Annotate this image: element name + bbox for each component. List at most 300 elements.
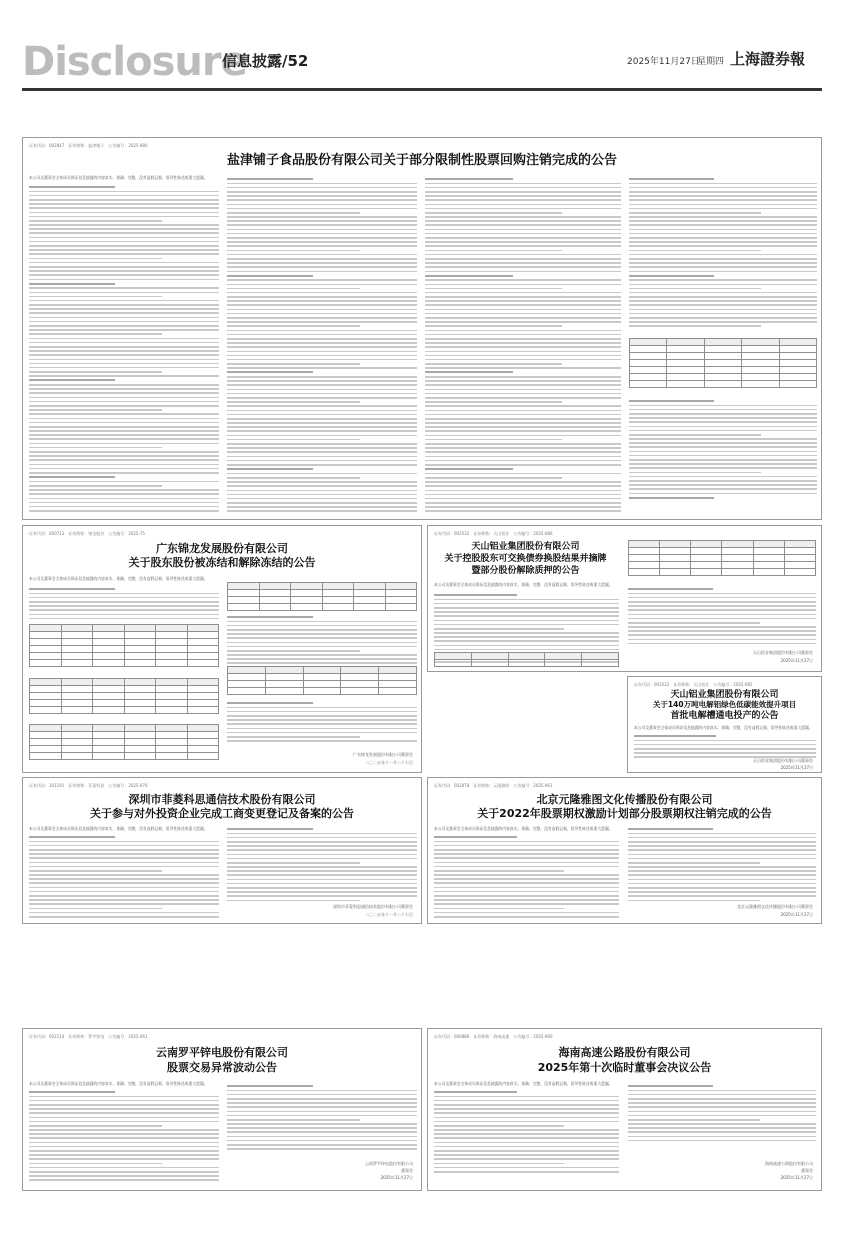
text-line	[425, 393, 621, 395]
text-line	[425, 410, 621, 412]
text-line	[629, 183, 817, 185]
issue-weekday: 星期四	[697, 57, 725, 67]
text-line	[227, 296, 417, 298]
text-line	[29, 325, 219, 327]
text-line	[628, 588, 713, 590]
text-line	[227, 887, 417, 889]
text-line	[629, 480, 817, 482]
text-line	[227, 187, 417, 189]
text-line	[227, 728, 417, 730]
text-line	[434, 866, 619, 868]
text-line	[425, 447, 621, 449]
text-line	[425, 481, 621, 483]
text-line	[634, 748, 816, 750]
text-line	[628, 1123, 816, 1125]
text-line	[628, 845, 816, 847]
text-line	[29, 199, 219, 201]
text-line	[425, 464, 621, 466]
article-body-col2	[227, 1085, 417, 1152]
text-line	[434, 1137, 619, 1139]
article-body-col1	[434, 1091, 619, 1175]
text-line	[434, 878, 619, 880]
article-signature-1: 海南高速公路股份有限公司	[765, 1161, 813, 1166]
text-line	[227, 481, 417, 483]
text-line	[425, 473, 621, 475]
text-line	[227, 658, 417, 660]
text-line	[227, 208, 417, 210]
text-line	[227, 363, 360, 365]
text-line	[227, 389, 417, 391]
text-line	[425, 342, 621, 344]
text-line	[425, 241, 621, 243]
text-line	[629, 300, 817, 302]
text-line	[227, 300, 417, 302]
text-line	[29, 908, 162, 910]
text-line	[227, 854, 417, 856]
text-line	[29, 472, 219, 474]
text-line	[628, 643, 816, 645]
share-structure-table	[629, 338, 817, 388]
text-line	[434, 1167, 619, 1169]
text-line	[29, 459, 219, 461]
text-line	[227, 279, 417, 281]
text-line	[434, 891, 619, 893]
text-line	[434, 1158, 619, 1160]
article-meta: 证券代码：002878 证券简称：元隆雅图 公告编号：2025-061	[434, 783, 553, 788]
text-line	[227, 325, 360, 327]
text-line	[227, 233, 417, 235]
text-line	[227, 397, 417, 399]
text-line	[434, 620, 619, 622]
text-line	[227, 1085, 313, 1087]
text-line	[425, 506, 621, 508]
text-line	[425, 485, 621, 487]
text-line	[425, 220, 621, 222]
text-line	[227, 401, 360, 403]
text-line	[434, 594, 517, 596]
text-line	[29, 836, 115, 838]
text-line	[227, 204, 417, 206]
text-line	[29, 1137, 219, 1139]
shareholding-table	[227, 582, 417, 611]
text-line	[628, 1136, 816, 1138]
article-body-col2	[628, 588, 816, 647]
text-line	[227, 1136, 417, 1138]
article-signature-1: 深圳市菲菱科思通信技术股份有限公司董事会	[333, 904, 413, 909]
frozen-shares-table-2	[29, 678, 219, 714]
text-line	[434, 1163, 564, 1165]
text-line	[227, 719, 417, 721]
text-line	[434, 615, 619, 617]
text-line	[227, 371, 313, 373]
text-line	[29, 338, 219, 340]
text-line	[29, 354, 219, 356]
text-line	[425, 313, 621, 315]
article-meta: 证券代码：002532 证券简称：天山铝业 公告编号：2025-085	[634, 682, 753, 687]
text-line	[628, 622, 760, 624]
text-line	[29, 609, 219, 611]
text-line	[628, 833, 816, 835]
text-line	[29, 203, 219, 205]
text-line	[227, 359, 417, 361]
text-line	[629, 321, 817, 323]
text-line	[425, 468, 513, 470]
masthead-rule	[22, 88, 822, 91]
text-line	[425, 451, 621, 453]
text-line	[629, 250, 761, 252]
text-line	[227, 241, 417, 243]
text-line	[425, 271, 621, 273]
text-line	[425, 216, 621, 218]
text-line	[227, 1102, 417, 1104]
text-line	[434, 640, 619, 642]
article-body-col4	[629, 178, 817, 330]
text-line	[29, 384, 219, 386]
text-line	[227, 422, 417, 424]
article-signature-2: 2025年11月27日	[780, 765, 813, 770]
text-line	[29, 371, 162, 373]
text-line	[227, 1140, 417, 1142]
text-line	[227, 1127, 417, 1129]
text-line	[29, 422, 219, 424]
text-line	[425, 245, 621, 247]
text-line	[425, 414, 621, 416]
text-line	[227, 435, 417, 437]
text-line	[29, 1091, 115, 1093]
text-line	[227, 837, 417, 839]
text-line	[227, 405, 417, 407]
text-line	[425, 418, 621, 420]
text-line	[629, 204, 817, 206]
text-line	[227, 367, 417, 369]
text-line	[227, 654, 417, 656]
text-line	[29, 224, 219, 226]
text-line	[628, 601, 816, 603]
text-line	[434, 1121, 619, 1123]
article-signature-1: 广东锦龙发展股份有限公司董事会	[353, 752, 413, 757]
text-line	[227, 1115, 417, 1117]
text-line	[227, 275, 313, 277]
text-line	[227, 199, 417, 201]
text-line	[628, 1094, 816, 1096]
text-line	[29, 510, 219, 512]
article-title-line2: 关于参与对外投资企业完成工商变更登记及备案的公告	[90, 807, 354, 820]
text-line	[434, 1104, 619, 1106]
text-line	[29, 443, 219, 445]
article-body-col4b	[629, 400, 817, 501]
text-line	[434, 1171, 619, 1173]
text-line	[227, 502, 417, 504]
article-tianshan-exchange	[427, 525, 822, 672]
text-line	[634, 744, 816, 746]
text-line	[29, 287, 219, 289]
article-title-line1: 天山铝业集团股份有限公司	[471, 542, 580, 552]
text-line	[227, 216, 417, 218]
article-title-line1: 天山铝业集团股份有限公司	[670, 690, 779, 700]
text-line	[434, 841, 619, 843]
article-title-line1: 深圳市菲菱科思通信技术股份有限公司	[128, 793, 316, 806]
text-line	[434, 887, 619, 889]
text-line	[29, 597, 219, 599]
text-line	[29, 1158, 219, 1160]
text-line	[29, 228, 219, 230]
text-line	[29, 249, 219, 251]
text-line	[425, 367, 621, 369]
text-line	[29, 232, 219, 234]
text-line	[227, 662, 417, 664]
text-line	[425, 288, 562, 290]
text-line	[227, 1144, 417, 1146]
text-line	[425, 304, 621, 306]
text-line	[629, 266, 817, 268]
text-line	[434, 849, 619, 851]
text-line	[29, 426, 219, 428]
text-line	[29, 481, 219, 483]
text-line	[227, 456, 417, 458]
text-line	[227, 447, 417, 449]
text-line	[227, 879, 417, 881]
text-line	[29, 891, 219, 893]
text-line	[425, 300, 621, 302]
text-line	[29, 1133, 219, 1135]
text-line	[29, 438, 219, 440]
text-line	[629, 224, 817, 226]
text-line	[434, 1108, 619, 1110]
text-line	[425, 351, 621, 353]
text-line	[629, 279, 817, 281]
pledge-release-table	[434, 652, 619, 667]
text-line	[227, 494, 417, 496]
section-title: 信息披露/52	[222, 52, 309, 70]
text-line	[628, 609, 816, 611]
text-line	[434, 1146, 619, 1148]
text-line	[29, 186, 115, 188]
text-line	[434, 1133, 619, 1135]
text-line	[425, 321, 621, 323]
text-line	[425, 443, 621, 445]
article-title-line2: 关于2022年股票期权激励计划部分股票期权注销完成的公告	[477, 807, 772, 820]
text-line	[629, 493, 817, 495]
text-line	[629, 275, 714, 277]
text-line	[628, 639, 816, 641]
text-line	[227, 191, 417, 193]
text-line	[227, 460, 417, 462]
text-line	[434, 903, 619, 905]
unfrozen-shares-table	[29, 724, 219, 760]
article-signature-1: 天山铝业集团股份有限公司董事会	[753, 650, 813, 655]
text-line	[425, 191, 621, 193]
text-line	[425, 426, 621, 428]
text-line	[29, 1096, 219, 1098]
text-line	[628, 1131, 816, 1133]
article-body-col1	[29, 836, 219, 920]
text-line	[29, 506, 219, 508]
text-line	[227, 866, 417, 868]
text-line	[628, 1098, 816, 1100]
text-line	[29, 1121, 219, 1123]
text-line	[29, 434, 219, 436]
text-line	[425, 325, 562, 327]
text-line	[434, 853, 619, 855]
text-line	[29, 895, 219, 897]
text-line	[29, 455, 219, 457]
text-line	[629, 313, 817, 315]
text-line	[425, 187, 621, 189]
text-line	[425, 384, 621, 386]
text-line	[434, 912, 619, 914]
text-line	[629, 459, 817, 461]
text-line	[29, 321, 219, 323]
text-line	[629, 284, 817, 286]
text-line	[628, 900, 760, 902]
text-line	[434, 874, 619, 876]
text-line	[425, 229, 621, 231]
article-signature-1: 云南罗平锌电股份有限公司	[365, 1161, 413, 1166]
text-line	[628, 837, 816, 839]
text-line	[227, 858, 417, 860]
text-line	[29, 502, 219, 504]
text-line	[29, 392, 219, 394]
text-line	[628, 866, 816, 868]
text-line	[634, 735, 716, 737]
text-line	[629, 233, 817, 235]
text-line	[227, 292, 417, 294]
text-line	[629, 413, 817, 415]
text-line	[227, 740, 417, 742]
text-line	[29, 899, 219, 901]
text-line	[29, 485, 162, 487]
text-line	[425, 212, 562, 214]
text-line	[425, 355, 621, 357]
text-line	[29, 375, 219, 377]
text-line	[629, 446, 817, 448]
text-line	[29, 605, 219, 607]
text-line	[425, 439, 562, 441]
text-line	[425, 224, 621, 226]
text-line	[29, 329, 219, 331]
text-line	[227, 220, 417, 222]
text-line	[227, 262, 417, 264]
text-line	[434, 836, 517, 838]
text-line	[29, 476, 115, 478]
text-line	[227, 874, 417, 876]
article-title-line2: 2025年第十次临时董事会决议公告	[537, 1061, 712, 1074]
newspaper-name: 上海證券報	[730, 50, 806, 68]
text-line	[29, 241, 219, 243]
text-line	[434, 857, 619, 859]
text-line	[628, 1106, 816, 1108]
text-line	[227, 633, 417, 635]
text-line	[227, 380, 417, 382]
text-line	[628, 1102, 816, 1104]
text-line	[425, 284, 621, 286]
text-line	[628, 891, 816, 893]
text-line	[629, 245, 817, 247]
text-line	[227, 237, 417, 239]
text-line	[29, 342, 219, 344]
article-signature-3: 2025年11月27日	[780, 1175, 813, 1180]
text-line	[227, 707, 417, 709]
text-line	[629, 451, 817, 453]
text-line	[425, 401, 562, 403]
text-line	[628, 858, 816, 860]
text-line	[227, 284, 417, 286]
text-line	[227, 1094, 417, 1096]
text-line	[227, 393, 417, 395]
text-line	[227, 715, 417, 717]
text-line	[227, 870, 417, 872]
text-line	[434, 636, 619, 638]
text-line	[629, 208, 817, 210]
text-line	[628, 883, 816, 885]
text-line	[425, 317, 621, 319]
text-line	[425, 380, 621, 382]
text-line	[628, 593, 816, 595]
text-line	[29, 237, 219, 239]
text-line	[29, 253, 219, 255]
text-line	[434, 908, 564, 910]
text-line	[29, 279, 219, 281]
text-line	[29, 849, 219, 851]
text-line	[227, 346, 417, 348]
text-line	[434, 611, 619, 613]
text-line	[628, 630, 816, 632]
text-line	[425, 254, 621, 256]
text-line	[29, 245, 219, 247]
text-line	[434, 649, 619, 651]
text-line	[425, 208, 621, 210]
text-line	[29, 296, 162, 298]
text-line	[629, 220, 817, 222]
text-line	[29, 1150, 219, 1152]
text-line	[29, 195, 219, 197]
text-line	[29, 1163, 162, 1165]
text-line	[227, 646, 417, 648]
text-line	[227, 451, 417, 453]
text-line	[29, 379, 115, 381]
text-line	[227, 309, 417, 311]
article-body-col2	[628, 1085, 816, 1144]
article-signature-2: 董事会	[401, 1168, 413, 1173]
article-title-line2: 股票交易异常波动公告	[167, 1061, 277, 1074]
text-line	[628, 828, 713, 830]
text-line	[227, 443, 417, 445]
text-line	[227, 178, 313, 180]
text-line	[29, 317, 219, 319]
text-line	[227, 736, 360, 738]
text-line	[629, 304, 817, 306]
text-line	[629, 497, 714, 499]
text-line	[629, 405, 817, 407]
text-line	[29, 333, 162, 335]
text-line	[227, 430, 417, 432]
text-line	[29, 853, 219, 855]
text-line	[425, 183, 621, 185]
text-line	[29, 1171, 219, 1173]
text-line	[29, 1167, 219, 1169]
text-line	[29, 212, 219, 214]
article-title-line1: 海南高速公路股份有限公司	[558, 1046, 691, 1059]
text-line	[629, 409, 817, 411]
text-line	[629, 191, 817, 193]
text-line	[425, 510, 621, 512]
text-line	[227, 1148, 417, 1150]
text-line	[629, 488, 817, 490]
text-line	[227, 828, 313, 830]
text-line	[29, 489, 219, 491]
text-line	[425, 330, 621, 332]
article-yanjin	[22, 137, 822, 520]
